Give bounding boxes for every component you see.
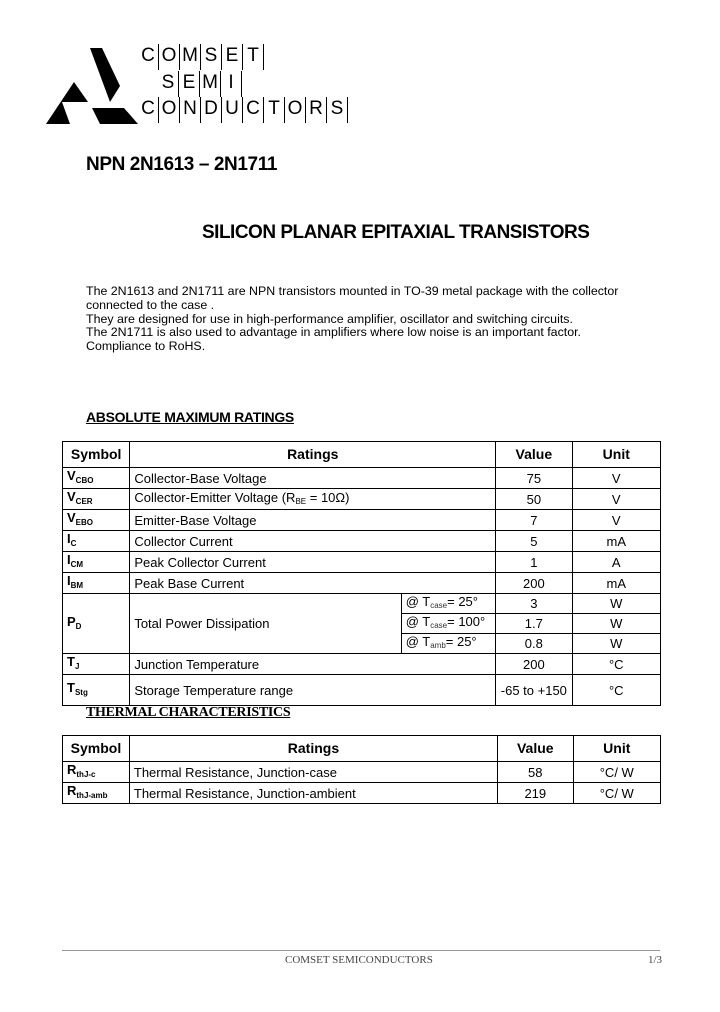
value-cell: 50: [496, 489, 572, 510]
unit-cell: V: [572, 510, 660, 531]
symbol-subscript: Stg: [74, 688, 88, 697]
page-subtitle: SILICON PLANAR EPITAXIAL TRANSISTORS: [202, 222, 590, 243]
symbol-subscript: CM: [70, 560, 84, 569]
symbol-cell: [63, 489, 130, 510]
rating-text: Peak Base Current: [134, 575, 245, 591]
value-cell: 3: [496, 594, 572, 614]
condition-subscript: case: [430, 601, 448, 610]
table-row: [63, 531, 661, 552]
value-cell: 219: [498, 783, 574, 804]
table-row: [63, 468, 661, 489]
abs-max-heading: ABSOLUTE MAXIMUM RATINGS: [86, 409, 294, 425]
value-cell: 200: [496, 573, 572, 594]
value-cell: 1.7: [496, 614, 572, 634]
rating-text: Collector-Base Voltage: [134, 470, 267, 486]
header-ratings: Ratings: [129, 736, 497, 762]
description-line: Compliance to RoHS.: [86, 339, 206, 354]
symbol-letter: R: [67, 762, 77, 777]
symbol-cell: [63, 762, 130, 783]
rating-text: Peak Collector Current: [134, 554, 266, 570]
logo-letter: C: [243, 97, 264, 123]
symbol-subscript: CER: [75, 497, 93, 506]
header-symbol: Symbol: [63, 736, 130, 762]
unit-cell: W: [572, 634, 660, 654]
description-line: They are designed for use in high-performance amplifier, oscillator and switching circuits.: [86, 311, 573, 326]
condition-text: @ T: [405, 614, 431, 629]
logo-letter: U: [222, 97, 243, 123]
unit-cell: W: [572, 614, 660, 634]
logo-letter: M: [180, 44, 201, 70]
unit-cell: °C/ W: [573, 762, 660, 783]
symbol-cell: [63, 573, 130, 594]
symbol-cell: [63, 531, 130, 552]
condition-subscript: case: [430, 621, 448, 630]
header-ratings: Ratings: [130, 442, 496, 468]
condition-text-tail: = 100°: [447, 614, 486, 629]
unit-cell: W: [572, 594, 660, 614]
rating-cell: Thermal Resistance, Junction-case: [129, 762, 497, 783]
symbol-cell: [63, 675, 130, 706]
symbol-cell: [63, 594, 130, 654]
footer-divider: [62, 950, 660, 951]
unit-cell: °C/ W: [573, 783, 660, 804]
symbol-cell: [63, 654, 130, 675]
symbol-letter: I: [67, 531, 71, 546]
header-unit: Unit: [572, 442, 660, 468]
value-cell: 5: [496, 531, 572, 552]
symbol-subscript: thJ-amb: [76, 791, 108, 800]
logo-letter: T: [264, 97, 285, 123]
table-row: [63, 489, 661, 510]
value-cell: 75: [496, 468, 572, 489]
unit-cell: °C: [572, 675, 660, 706]
unit-cell: °C: [572, 654, 660, 675]
logo-letter: C: [138, 97, 159, 123]
thermal-heading: THERMAL CHARACTERISTICS: [86, 705, 291, 720]
header-unit: Unit: [573, 736, 660, 762]
symbol-subscript: CBO: [75, 476, 94, 485]
condition-cell: [401, 594, 495, 614]
logo-letter: E: [222, 44, 243, 70]
condition-cell: [401, 634, 495, 654]
rating-cell: Thermal Resistance, Junction-ambient: [129, 783, 497, 804]
table-row: [63, 762, 661, 783]
table-row: [63, 594, 661, 614]
rating-cell: [130, 510, 496, 531]
symbol-letter: V: [67, 468, 76, 483]
abs-max-table: [62, 441, 661, 706]
rating-cell: [130, 573, 496, 594]
description: [86, 285, 646, 354]
symbol-letter: T: [67, 654, 75, 669]
rating-text: Collector Current: [134, 533, 233, 549]
table-row: [63, 675, 661, 706]
symbol-subscript: thJ-c: [76, 770, 96, 779]
symbol-subscript: J: [74, 662, 80, 671]
table-row: [63, 510, 661, 531]
symbol-letter: I: [67, 573, 71, 588]
unit-cell: V: [572, 489, 660, 510]
value-cell: 0.8: [496, 634, 572, 654]
logo-letter: S: [201, 44, 222, 70]
rating-text-tail: = 10Ω): [306, 489, 350, 505]
condition-subscript: amb: [430, 641, 446, 650]
rating-cell: Total Power Dissipation: [130, 594, 401, 654]
header-value: Value: [496, 442, 572, 468]
rating-text: Emitter-Base Voltage: [134, 512, 257, 528]
logo-letter: E: [179, 71, 200, 97]
rating-cell: [130, 552, 496, 573]
header-symbol: Symbol: [63, 442, 130, 468]
logo-letter: O: [285, 97, 306, 123]
logo-letter: S: [327, 97, 348, 123]
symbol-subscript: C: [70, 539, 77, 548]
logo-letter: S: [158, 71, 179, 97]
rating-cell: Storage Temperature range: [130, 675, 496, 706]
value-cell: -65 to +150: [496, 675, 572, 706]
value-cell: 200: [496, 654, 572, 675]
table-row: [63, 552, 661, 573]
symbol-letter: P: [67, 613, 76, 629]
description-line: The 2N1711 is also used to advantage in amplifiers where low noise is an important factor.: [86, 325, 581, 340]
rating-cell: Junction Temperature: [130, 654, 496, 675]
condition-cell: [401, 614, 495, 634]
table-row: [63, 783, 661, 804]
rating-cell: [130, 468, 496, 489]
rating-text: Collector-Emitter Voltage (R: [134, 489, 296, 505]
condition-text: @ T: [405, 594, 431, 609]
symbol-letter: V: [67, 489, 76, 504]
symbol-letter: V: [67, 510, 76, 525]
thermal-table: [62, 735, 661, 804]
symbol-cell: [63, 468, 130, 489]
symbol-letter: R: [67, 783, 77, 798]
logo-letter: C: [138, 44, 159, 70]
logo-letter: O: [159, 97, 180, 123]
unit-cell: mA: [572, 573, 660, 594]
logo-letter: M: [200, 71, 221, 97]
value-cell: 58: [498, 762, 574, 783]
unit-cell: V: [572, 468, 660, 489]
description-line: connected to the case .: [86, 297, 215, 312]
symbol-subscript: BM: [70, 581, 84, 590]
symbol-subscript: D: [75, 621, 82, 631]
symbol-cell: [63, 783, 130, 804]
page-title: NPN 2N1613 – 2N1711: [86, 154, 277, 175]
footer-company: COMSET SEMICONDUCTORS: [285, 954, 433, 966]
company-logo-icon: [44, 46, 140, 126]
logo-letter: N: [180, 97, 201, 123]
description-line: The 2N1613 and 2N1711 are NPN transistors mounted in TO-39 metal package with the collector: [86, 284, 619, 298]
logo-letter: T: [243, 44, 264, 70]
unit-cell: A: [572, 552, 660, 573]
symbol-letter: T: [67, 680, 75, 695]
logo-letter: I: [221, 71, 242, 97]
header-value: Value: [498, 736, 574, 762]
symbol-cell: [63, 510, 130, 531]
logo-letter: R: [306, 97, 327, 123]
symbol-subscript: EBO: [75, 518, 94, 527]
rating-subscript: BE: [295, 496, 307, 506]
table-header-row: [63, 442, 661, 468]
condition-text-tail: = 25°: [445, 634, 477, 649]
symbol-letter: I: [67, 552, 71, 567]
symbol-cell: [63, 552, 130, 573]
rating-cell: [130, 531, 496, 552]
condition-text: @ T: [405, 634, 431, 649]
table-row: [63, 573, 661, 594]
condition-text-tail: = 25°: [447, 594, 478, 609]
logo-letter: O: [159, 44, 180, 70]
value-cell: 1: [496, 552, 572, 573]
table-header-row: [63, 736, 661, 762]
value-cell: 7: [496, 510, 572, 531]
unit-cell: mA: [572, 531, 660, 552]
logo-letter: D: [201, 97, 222, 123]
rating-cell: [130, 489, 496, 510]
footer-page-number: 1/3: [648, 954, 663, 966]
table-row: [63, 654, 661, 675]
